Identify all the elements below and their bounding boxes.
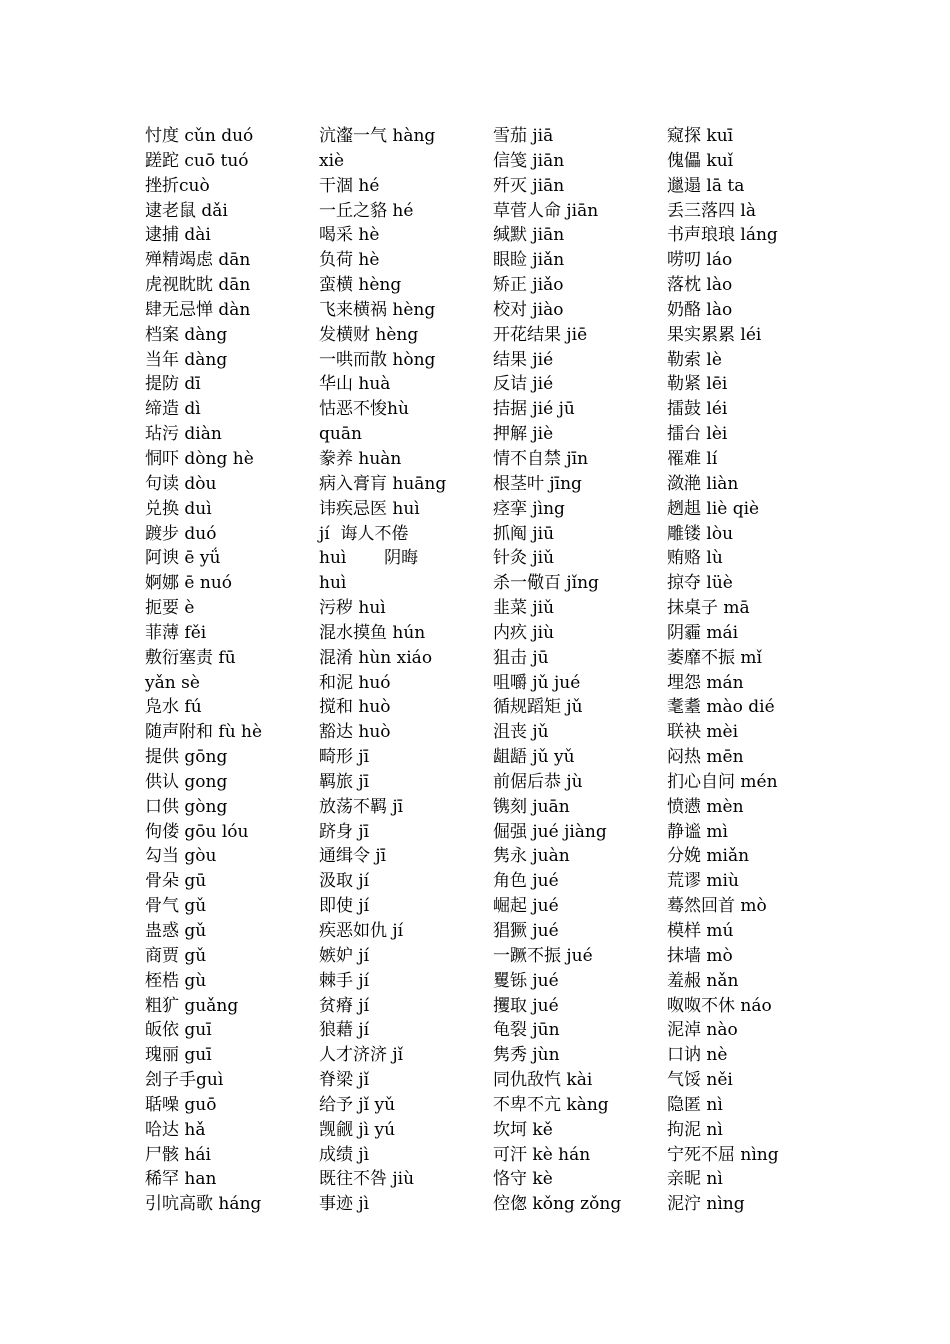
word-entry: 趔趄 liè qiè [667,498,760,519]
word-entry: 贿赂 lù [667,548,723,569]
word-entry: 羁旅 jī [319,771,370,792]
word-entry: 落枕 lào [667,275,733,296]
word-entry: 泥泞 nìng [667,1194,745,1215]
word-entry: 虎视眈眈 dān [145,275,251,296]
word-entry: 跻身 jī [319,821,370,842]
word-entry: 呶呶不休 náo [667,995,772,1016]
word-entry: 句读 dòu [145,473,217,494]
word-entry: 提供 gōng [145,747,228,768]
word-entry: 雕镂 lòu [667,523,734,544]
word-entry: 根茎叶 jīng [493,473,582,494]
word-entry: 邋遢 lā ta [667,175,745,196]
word-entry: 韭菜 jiǔ [493,598,555,619]
word-entry: 窥探 kuī [667,126,734,146]
word-entry: 隐匿 nì [667,1094,723,1115]
word-entry: 痉挛 jìng [493,498,565,519]
word-entry: 隽秀 jùn [493,1045,560,1066]
word-entry: 佝偻 gōu lóu [145,821,249,842]
word-entry: 怙恶不悛hù [319,399,409,420]
word-entry: 供认 gong [145,771,228,792]
word-entry: 傀儡 kuǐ [667,150,734,171]
word-entry: 拮据 jié jū [493,399,575,420]
word-entry: 贫瘠 jí [319,995,370,1016]
word-entry: 崛起 jué [493,896,559,917]
word-entry: 华山 huà [319,374,391,395]
word-entry: 拘泥 nì [667,1119,723,1140]
word-entry: 凫水 fú [145,697,202,718]
word-entry: 尸骸 hái [145,1144,211,1165]
word-column-4 [667,124,842,1217]
word-entry: 果实累累 léi [667,324,762,345]
word-entry: 勒索 lè [667,349,722,370]
word-entry: 掠夺 lüè [667,573,733,594]
word-entry: 稀罕 han [145,1169,217,1190]
word-entry: 缄默 jiān [493,225,565,246]
word-entry: 和泥 huó [319,672,391,693]
word-entry: 攫取 jué [493,995,559,1016]
word-entry: 可汗 kè hán [493,1144,591,1165]
word-entry: 通缉令 jī [319,846,387,867]
word-entry: 模样 mú [667,921,734,941]
word-entry: 不卑不亢 kàng [493,1094,609,1115]
word-entry: 校对 jiào [493,299,564,320]
word-entry: 情不自禁 jīn [493,448,589,469]
word-entry: 口供 gòng [145,796,228,817]
word-entry: xiè [319,150,345,171]
word-entry: 给予 jǐ yǔ [319,1094,396,1115]
word-entry: jí 诲人不倦 [319,523,409,544]
word-entry: 桎梏 gù [145,970,207,991]
word-entry: 棘手 jí [319,970,370,991]
word-entry: 坎坷 kě [493,1119,553,1140]
word-entry: 抹桌子 mā [667,598,750,619]
word-entry: 罹难 lí [667,448,718,469]
word-entry: 擂台 lèi [667,424,728,445]
word-entry: 开花结果 jiē [493,324,588,345]
word-entry: 抓阄 jiū [493,523,555,544]
word-entry: 亲昵 nì [667,1169,723,1190]
word-entry: 沮丧 jǔ [493,722,549,743]
word-entry: 引吭高歌 háng [145,1194,262,1215]
word-entry: 沆瀣一气 hàng [319,126,436,146]
word-entry: 勾当 gòu [145,846,217,867]
word-entry: 书声琅琅 láng [667,225,778,246]
word-entry: 雪茄 jiā [493,126,554,146]
word-entry: 混淆 hùn xiáo [319,647,433,668]
word-entry: 扼要 è [145,598,195,619]
word-entry: 疾恶如仇 jí [319,921,404,941]
word-entry: 前倨后恭 jù [493,771,583,792]
word-entry: 即使 jí [319,896,370,917]
word-entry: 倔强 jué jiàng [493,821,607,842]
word-entry: 扪心自问 mén [667,771,778,792]
word-entry: 踱步 duó [145,523,217,544]
word-entry: 矫正 jiǎo [493,275,564,296]
word-entry: 成绩 jì [319,1144,370,1165]
word-entry: 潋滟 liàn [667,473,739,494]
word-entry: 肆无忌惮 dàn [145,299,251,320]
word-entry: 阿谀 ē yǘ [145,548,221,569]
word-entry: 飞来横祸 hèng [319,299,436,320]
word-entry: 档案 dàng [145,324,228,345]
word-entry: 负荷 hè [319,250,380,271]
word-entry: 逮老鼠 dǎi [145,200,228,221]
word-entry: 唠叨 láo [667,250,733,271]
word-entry: 缔造 dì [145,399,201,420]
word-entry: 耄耋 mào dié [667,697,775,718]
word-entry: 蛊惑 gǔ [145,921,207,941]
word-entry: 咀嚼 jǔ jué [493,672,581,693]
word-entry: 哈达 hǎ [145,1119,206,1140]
word-entry: 愤懑 mèn [667,796,744,817]
word-entry: 杀一儆百 jǐng [493,573,599,594]
word-column-3 [493,124,668,1217]
word-entry: 羞赧 nǎn [667,970,739,991]
word-entry: 挫折cuò [145,175,210,196]
word-entry: 忖度 cǔn duó [145,126,254,146]
word-entry: 当年 dàng [145,349,228,370]
word-entry: 豢养 huàn [319,448,402,469]
word-entry: 菲薄 fěi [145,622,207,643]
word-entry: yǎn sè [145,672,200,693]
word-entry: 敷衍塞责 fū [145,647,236,668]
word-entry: 豁达 huò [319,722,391,743]
word-entry: 闷热 mēn [667,747,744,768]
word-entry: 眼睑 jiǎn [493,250,565,271]
word-entry: 龃龉 jǔ yǔ [493,747,575,768]
word-entry: 押解 jiè [493,424,554,445]
word-entry: 搅和 huò [319,697,391,718]
word-entry: 瑰丽 guī [145,1045,212,1066]
word-entry: 丢三落四 là [667,200,756,221]
word-entry: 宁死不屈 nìng [667,1144,779,1165]
word-entry: 干涸 hé [319,175,380,196]
word-entry: 婀娜 ē nuó [145,573,233,594]
word-entry: 矍铄 jué [493,970,559,991]
word-entry: 既往不咎 jiù [319,1169,415,1190]
word-entry: 嫉妒 jí [319,945,370,966]
word-entry: 联袂 mèi [667,722,739,743]
word-entry: 泥淖 nào [667,1020,738,1041]
word-entry: 分娩 miǎn [667,846,750,867]
word-entry: 埋怨 mán [667,672,744,693]
word-entry: 角色 jué [493,871,559,892]
word-entry: 聒噪 guō [145,1094,217,1115]
word-entry: 粗犷 guǎng [145,995,239,1016]
word-entry: huì [319,573,347,594]
word-entry: 骨朵 gū [145,871,207,892]
word-entry: 一蹶不振 jué [493,945,593,966]
word-entry: 事迹 jì [319,1194,370,1215]
word-entry: 发横财 hèng [319,324,419,345]
word-entry: 信笺 jiān [493,150,565,171]
word-entry: 萎靡不振 mǐ [667,647,762,668]
word-entry: 蛮横 hèng [319,275,402,296]
word-entry: 恫吓 dòng hè [145,448,254,469]
word-entry: 阴霾 mái [667,622,739,643]
word-entry: 讳疾忌医 huì [319,498,420,519]
word-entry: 恪守 kè [493,1169,553,1190]
word-entry: 殚精竭虑 dān [145,250,251,271]
word-entry: 汲取 jí [319,871,370,892]
word-column-2 [319,124,494,1217]
word-entry: 荒谬 miù [667,871,739,892]
word-entry: 随声附和 fù hè [145,722,263,743]
word-entry: 畸形 jī [319,747,370,768]
word-entry: 觊觎 jì yú [319,1119,396,1140]
word-entry: 狙击 jū [493,647,549,668]
word-entry: 狼藉 jí [319,1020,370,1041]
word-entry: 逮捕 dài [145,225,211,246]
word-entry: quān [319,424,362,445]
word-entry: 玷污 diàn [145,424,222,445]
word-entry: 静谧 mì [667,821,728,842]
word-entry: 结果 jié [493,349,554,370]
word-entry: 奶酪 lào [667,299,733,320]
word-entry: 骨气 gǔ [145,896,207,917]
word-column-1 [145,124,320,1217]
word-entry: 抹墙 mò [667,945,733,966]
word-entry: 倥偬 kǒng zǒng [493,1194,622,1215]
word-entry: 放荡不羁 jī [319,796,404,817]
word-entry: 循规蹈矩 jǔ [493,697,583,718]
word-entry: 隽永 juàn [493,846,570,867]
word-entry: 同仇敌忾 kài [493,1070,593,1091]
word-entry: 草菅人命 jiān [493,200,599,221]
word-entry: 擂鼓 léi [667,399,728,420]
word-entry: 污秽 huì [319,598,386,619]
word-entry: 内疚 jiù [493,622,555,643]
word-entry: 刽子手guì [145,1070,224,1091]
word-entry: huì 阴晦 [319,548,419,569]
word-entry: 龟裂 jūn [493,1020,560,1041]
word-entry: 混水摸鱼 hún [319,622,426,643]
word-entry: 皈依 guī [145,1020,212,1041]
word-entry: 喝采 hè [319,225,380,246]
word-entry: 猖獗 jué [493,921,559,941]
word-entry: 口讷 nè [667,1045,728,1066]
word-entry: 蹉跎 cuō tuó [145,150,249,171]
word-entry: 病入膏肓 huāng [319,473,447,494]
word-entry: 提防 dī [145,374,201,395]
word-entry: 勒紧 lēi [667,374,728,395]
word-entry: 反诘 jié [493,374,554,395]
word-entry: 歼灭 jiān [493,175,565,196]
word-entry: 一哄而散 hòng [319,349,436,370]
word-entry: 兑换 duì [145,498,212,519]
word-entry: 一丘之貉 hé [319,200,414,221]
word-entry: 镌刻 juān [493,796,570,817]
word-entry: 蓦然回首 mò [667,896,767,917]
word-entry: 针灸 jiǔ [493,548,555,569]
word-entry: 气馁 něi [667,1070,733,1091]
word-entry: 人才济济 jǐ [319,1045,404,1066]
word-entry: 商贾 gǔ [145,945,207,966]
word-entry: 脊梁 jǐ [319,1070,370,1091]
